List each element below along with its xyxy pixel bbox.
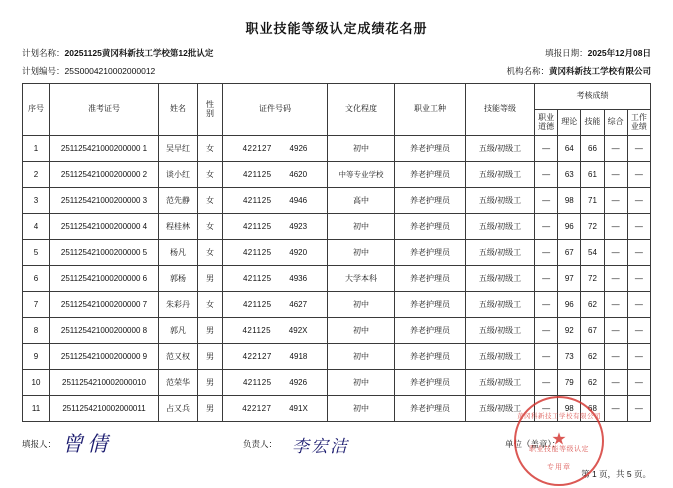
cell-education: 初中	[328, 370, 395, 396]
cell-score-theory: 98	[558, 188, 581, 214]
cell-score-theory: 96	[558, 292, 581, 318]
table-row	[23, 266, 651, 292]
star-icon: ★	[551, 429, 567, 449]
cell-name: 占又兵	[159, 396, 198, 422]
cell-seq: 9	[23, 344, 50, 370]
id-tail: 491X	[289, 404, 308, 413]
cell-score-work: —	[627, 266, 650, 292]
id-tail: 4627	[289, 300, 308, 309]
table-row	[23, 162, 651, 188]
cell-education: 中等专业学校	[328, 162, 395, 188]
cell-education: 初中	[328, 240, 395, 266]
cell-score-skill: 68	[581, 396, 604, 422]
table-body	[23, 136, 651, 422]
id-masked-gap	[271, 274, 289, 283]
cell-level: 五级/初级工	[466, 214, 535, 240]
cell-score-comprehensive: —	[604, 240, 627, 266]
cell-score-work: —	[627, 162, 650, 188]
cell-seq: 4	[23, 214, 50, 240]
cell-id-no	[223, 318, 328, 344]
cell-score-skill: 67	[581, 318, 604, 344]
cell-id-no	[223, 136, 328, 162]
id-masked-gap	[272, 144, 290, 153]
fill-date-label: 填报日期：	[545, 48, 588, 58]
table-row	[23, 292, 651, 318]
cell-name: 程桂林	[159, 214, 198, 240]
cell-exam-no: 251125421000200000 5	[50, 240, 159, 266]
cell-sex: 女	[198, 188, 223, 214]
cell-name: 谈小红	[159, 162, 198, 188]
cell-score-theory: 96	[558, 214, 581, 240]
cell-score-ethics: —	[535, 136, 558, 162]
id-prefix: 421125	[242, 170, 272, 179]
cell-occupation: 养老护理员	[395, 344, 466, 370]
id-prefix: 421125	[242, 196, 272, 205]
cell-occupation: 养老护理员	[395, 292, 466, 318]
id-prefix: 422127	[242, 144, 272, 153]
table-row	[23, 370, 651, 396]
cell-exam-no: 2511254210002000011	[50, 396, 159, 422]
cell-sex: 女	[198, 240, 223, 266]
cell-sex: 男	[198, 344, 223, 370]
header-sex: 性 别	[198, 84, 223, 136]
cell-name: 郭凡	[159, 318, 198, 344]
id-masked-gap	[271, 170, 289, 179]
id-masked-gap	[271, 326, 289, 335]
header-score-work: 工作 业绩	[627, 110, 650, 136]
cell-score-theory: 97	[558, 266, 581, 292]
header-scores-group: 考核成绩	[535, 84, 651, 110]
plan-name-value: 20251125黄冈科新技工学校第12批认定	[64, 48, 214, 58]
id-tail: 4926	[289, 378, 308, 387]
cell-score-work: —	[627, 344, 650, 370]
id-masked-gap	[271, 300, 289, 309]
table-row	[23, 318, 651, 344]
cell-seq: 6	[23, 266, 50, 292]
cell-id-no	[223, 370, 328, 396]
cell-seq: 1	[23, 136, 50, 162]
cell-occupation: 养老护理员	[395, 318, 466, 344]
meta-row-1	[22, 47, 651, 59]
cell-score-comprehensive: —	[604, 136, 627, 162]
cell-id-no	[223, 396, 328, 422]
cell-id-no	[223, 240, 328, 266]
cell-level: 五级/初级工	[466, 240, 535, 266]
cell-id-no	[223, 292, 328, 318]
header-occupation: 职业工种	[395, 84, 466, 136]
header-exam-no: 准考证号	[50, 84, 159, 136]
id-masked-gap	[271, 404, 289, 413]
cell-seq: 7	[23, 292, 50, 318]
cell-score-skill: 72	[581, 214, 604, 240]
cell-name: 朱彩丹	[159, 292, 198, 318]
cell-name: 吴早红	[159, 136, 198, 162]
cell-seq: 2	[23, 162, 50, 188]
id-masked-gap	[271, 378, 289, 387]
cell-sex: 女	[198, 214, 223, 240]
cell-score-ethics: —	[535, 214, 558, 240]
cell-level: 五级/初级工	[466, 318, 535, 344]
id-tail: 4926	[289, 144, 308, 153]
cell-seq: 8	[23, 318, 50, 344]
table-row	[23, 214, 651, 240]
id-tail: 4923	[289, 222, 308, 231]
cell-score-ethics: —	[535, 162, 558, 188]
table-row	[23, 240, 651, 266]
id-tail: 492X	[288, 326, 308, 335]
id-prefix: 421125	[242, 222, 272, 231]
cell-education: 初中	[328, 396, 395, 422]
cell-level: 五级/初级工	[466, 136, 535, 162]
header-score-ethics: 职业 道德	[535, 110, 558, 136]
cell-score-comprehensive: —	[604, 162, 627, 188]
header-name: 姓名	[159, 84, 198, 136]
cell-level: 五级/初级工	[466, 188, 535, 214]
cell-seq: 5	[23, 240, 50, 266]
header-level: 技能等级	[466, 84, 535, 136]
table-row	[23, 396, 651, 422]
cell-score-comprehensive: —	[604, 344, 627, 370]
cell-score-skill: 62	[581, 370, 604, 396]
cell-sex: 女	[198, 162, 223, 188]
cell-education: 高中	[328, 188, 395, 214]
cell-seq: 11	[23, 396, 50, 422]
cell-level: 五级/初级工	[466, 162, 535, 188]
org-name-label: 机构名称：	[506, 66, 549, 76]
cell-score-theory: 92	[558, 318, 581, 344]
cell-score-skill: 72	[581, 266, 604, 292]
cell-score-skill: 71	[581, 188, 604, 214]
cell-education: 初中	[328, 214, 395, 240]
cell-id-no	[223, 162, 328, 188]
cell-exam-no: 251125421000200000 3	[50, 188, 159, 214]
cell-score-skill: 66	[581, 136, 604, 162]
cell-education: 初中	[328, 292, 395, 318]
roster-table	[22, 83, 651, 422]
id-masked-gap	[271, 248, 289, 257]
id-masked-gap	[271, 222, 289, 231]
plan-name-label: 计划名称：	[22, 48, 65, 58]
cell-score-ethics: —	[535, 344, 558, 370]
cell-score-skill: 62	[581, 292, 604, 318]
cell-education: 初中	[328, 136, 395, 162]
cell-occupation: 养老护理员	[395, 396, 466, 422]
cell-score-skill: 61	[581, 162, 604, 188]
cell-score-skill: 54	[581, 240, 604, 266]
cell-score-comprehensive: —	[604, 318, 627, 344]
org-name	[506, 65, 651, 77]
header-id-no: 证件号码	[223, 84, 328, 136]
plan-code-label: 计划编号：	[22, 66, 65, 76]
org-name-value: 黄冈科新技工学校有限公司	[548, 66, 651, 76]
plan-name	[22, 47, 213, 59]
id-tail: 4620	[289, 170, 308, 179]
cell-score-work: —	[627, 214, 650, 240]
cell-sex: 女	[198, 292, 223, 318]
fill-date	[545, 47, 651, 59]
document-meta	[0, 47, 673, 77]
cell-score-work: —	[627, 188, 650, 214]
cell-exam-no: 251125421000200000 9	[50, 344, 159, 370]
cell-level: 五级/初级工	[466, 370, 535, 396]
seal-top-text: 黄冈科新技工学校有限公司	[517, 413, 601, 420]
unit-seal-label: 单位（盖章）：	[505, 439, 561, 449]
cell-score-work: —	[627, 292, 650, 318]
cell-education: 大学本科	[328, 266, 395, 292]
seal-bottom-text: 专用章	[547, 464, 571, 471]
header-score-comprehensive: 综合	[604, 110, 627, 136]
cell-occupation: 养老护理员	[395, 162, 466, 188]
id-tail: 4920	[289, 248, 308, 257]
reporter-label: 填报人：	[22, 439, 57, 449]
page-title: 职业技能等级认定成绩花名册	[245, 21, 428, 36]
cell-id-no	[223, 214, 328, 240]
cell-education: 初中	[328, 344, 395, 370]
cell-seq: 3	[23, 188, 50, 214]
cell-level: 五级/初级工	[466, 266, 535, 292]
header-score-theory: 理论	[558, 110, 581, 136]
cell-score-theory: 79	[558, 370, 581, 396]
cell-exam-no: 251125421000200000 8	[50, 318, 159, 344]
cell-score-comprehensive: —	[604, 370, 627, 396]
cell-sex: 男	[198, 266, 223, 292]
cell-exam-no: 251125421000200000 6	[50, 266, 159, 292]
id-prefix: 421125	[242, 248, 272, 257]
leader-signature: 李宏洁	[292, 437, 349, 456]
table-row	[23, 136, 651, 162]
cell-score-comprehensive: —	[604, 266, 627, 292]
cell-exam-no: 251125421000200000 7	[50, 292, 159, 318]
cell-score-work: —	[627, 240, 650, 266]
cell-name: 郭杨	[159, 266, 198, 292]
cell-exam-no: 251125421000200000 1	[50, 136, 159, 162]
cell-level: 五级/初级工	[466, 344, 535, 370]
cell-exam-no: 251125421000200000 4	[50, 214, 159, 240]
cell-score-theory: 98	[558, 396, 581, 422]
cell-id-no	[223, 266, 328, 292]
cell-name: 范又权	[159, 344, 198, 370]
id-prefix: 422127	[242, 404, 272, 413]
cell-score-theory: 67	[558, 240, 581, 266]
cell-score-ethics: —	[535, 240, 558, 266]
cell-score-ethics: —	[535, 292, 558, 318]
cell-score-comprehensive: —	[604, 292, 627, 318]
id-prefix: 422127	[242, 352, 272, 361]
cell-score-comprehensive: —	[604, 396, 627, 422]
id-tail: 4946	[289, 196, 308, 205]
cell-occupation: 养老护理员	[395, 214, 466, 240]
cell-id-no	[223, 344, 328, 370]
cell-score-ethics: —	[535, 266, 558, 292]
plan-code	[22, 65, 155, 77]
cell-score-work: —	[627, 318, 650, 344]
cell-occupation: 养老护理员	[395, 188, 466, 214]
cell-score-theory: 64	[558, 136, 581, 162]
cell-sex: 男	[198, 396, 223, 422]
cell-name: 杨凡	[159, 240, 198, 266]
cell-sex: 女	[198, 136, 223, 162]
cell-score-work: —	[627, 396, 650, 422]
cell-occupation: 养老护理员	[395, 240, 466, 266]
id-masked-gap	[271, 196, 289, 205]
id-tail: 4936	[289, 274, 308, 283]
cell-exam-no: 2511254210002000010	[50, 370, 159, 396]
page-info: 第 1 页，共 5 页。	[581, 469, 651, 479]
cell-name: 范先静	[159, 188, 198, 214]
reporter-signature: 曾倩	[62, 432, 112, 456]
table-header	[23, 84, 651, 136]
id-prefix: 421125	[242, 378, 272, 387]
plan-code-value: 25S0004210002000012	[64, 66, 156, 76]
cell-education: 初中	[328, 318, 395, 344]
cell-score-theory: 73	[558, 344, 581, 370]
cell-occupation: 养老护理员	[395, 136, 466, 162]
header-seq: 序号	[23, 84, 50, 136]
header-score-skill: 技能	[581, 110, 604, 136]
cell-score-skill: 62	[581, 344, 604, 370]
cell-seq: 10	[23, 370, 50, 396]
cell-score-work: —	[627, 136, 650, 162]
cell-score-ethics: —	[535, 188, 558, 214]
meta-row-2	[22, 65, 651, 77]
cell-score-ethics: —	[535, 370, 558, 396]
document-footer	[0, 429, 673, 488]
cell-id-no	[223, 188, 328, 214]
cell-score-comprehensive: —	[604, 188, 627, 214]
cell-exam-no: 251125421000200000 2	[50, 162, 159, 188]
cell-level: 五级/初级工	[466, 396, 535, 422]
seal-mid-text: 职业技能等级认定	[529, 446, 589, 453]
cell-sex: 男	[198, 318, 223, 344]
cell-occupation: 养老护理员	[395, 266, 466, 292]
id-prefix: 421125	[242, 326, 272, 335]
cell-score-theory: 63	[558, 162, 581, 188]
cell-score-comprehensive: —	[604, 214, 627, 240]
header-row-1	[23, 84, 651, 110]
id-prefix: 421125	[242, 274, 272, 283]
header-education: 文化程度	[328, 84, 395, 136]
id-tail: 4918	[289, 352, 308, 361]
cell-name: 范荣华	[159, 370, 198, 396]
cell-score-ethics: —	[535, 396, 558, 422]
leader-label: 负责人：	[243, 439, 278, 449]
cell-occupation: 养老护理员	[395, 370, 466, 396]
id-masked-gap	[272, 352, 290, 361]
id-prefix: 421125	[242, 300, 272, 309]
cell-score-ethics: —	[535, 318, 558, 344]
table-row	[23, 344, 651, 370]
fill-date-value: 2025年12月08日	[587, 48, 651, 58]
table-row	[23, 188, 651, 214]
cell-sex: 男	[198, 370, 223, 396]
cell-level: 五级/初级工	[466, 292, 535, 318]
cell-score-work: —	[627, 370, 650, 396]
